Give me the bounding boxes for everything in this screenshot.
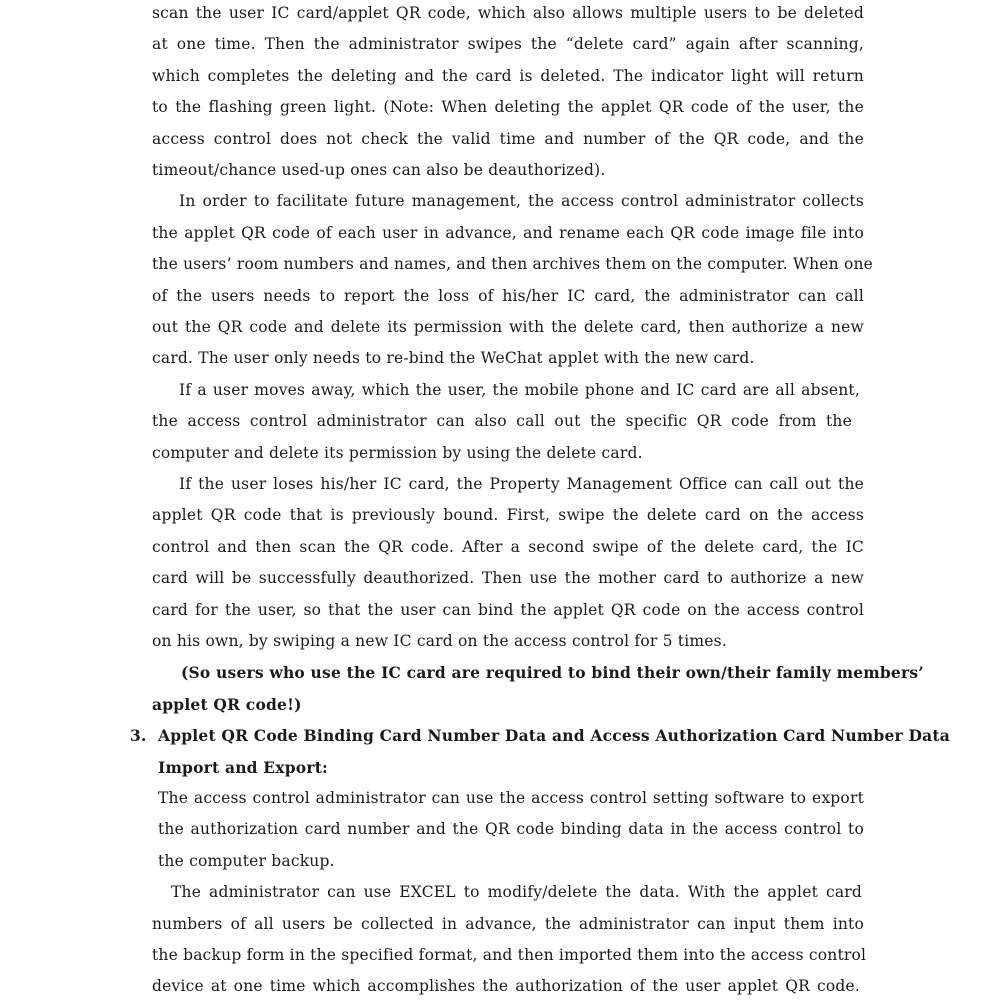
text-line: card will be successfully deauthorized. Then use the mother card to authorize a new bbox=[152, 569, 864, 588]
section-number: 3. bbox=[130, 726, 147, 746]
text-line: the users’ room numbers and names, and then archives them on the computer. When one bbox=[152, 255, 874, 274]
text-line: which completes the deleting and the card is deleted. The indicator light will return bbox=[152, 66, 864, 85]
section-title-line: Applet QR Code Binding Card Number Data and Access Authorization Card Number Data bbox=[158, 726, 950, 746]
text-line: card for the user, so that the user can bind the applet QR code on the access control bbox=[152, 600, 864, 619]
text-line: applet QR code that is previously bound. First, swipe the delete card on the access bbox=[152, 506, 864, 525]
text-line: to the flashing green light. (Note: When deleting the applet QR code of the user, the bbox=[152, 98, 864, 117]
text-line: The access control administrator can use the access control setting software to export bbox=[158, 789, 864, 807]
text-line: the computer backup. bbox=[158, 851, 335, 870]
text-line: access control does not check the valid time and number of the QR code, and the bbox=[152, 129, 864, 148]
text-line: If a user moves away, which the user, the mobile phone and IC card are all absent, bbox=[179, 380, 860, 399]
text-line: the applet QR code of each user in advance, and rename each QR code image file into bbox=[152, 223, 864, 242]
text-line: the backup form in the specified format, and then imported them into the access control bbox=[152, 946, 867, 964]
section-title-line: Import and Export: bbox=[158, 757, 328, 777]
text-line: (So users who use the IC card are required to bind their own/their family members’ bbox=[181, 663, 924, 683]
text-line: on his own, by swiping a new IC card on the access control for 5 times. bbox=[152, 632, 727, 650]
text-line: out the QR code and delete its permission with the delete card, then authorize a new bbox=[152, 318, 864, 336]
text-line: timeout/chance used-up ones can also be deauthorized). bbox=[152, 161, 606, 179]
text-line: device at one time which accomplishes the authorization of the user applet QR code. bbox=[152, 977, 860, 996]
text-line: computer and delete its permission by using the delete card. bbox=[152, 443, 643, 462]
text-line: The administrator can use EXCEL to modify/delete the data. With the applet card bbox=[171, 883, 862, 902]
text-line: control and then scan the QR code. After a second swipe of the delete card, the IC bbox=[152, 537, 864, 556]
text-line: scan the user IC card/applet QR code, which also allows multiple users to be deleted bbox=[152, 4, 864, 22]
text-line: numbers of all users be collected in advance, the administrator can input them into bbox=[152, 914, 864, 933]
text-line: the access control administrator can also call out the specific QR code from the bbox=[152, 412, 852, 431]
text-line: applet QR code!) bbox=[152, 694, 302, 714]
text-line: the authorization card number and the QR code binding data in the access control to bbox=[158, 820, 864, 839]
text-line: If the user loses his/her IC card, the Property Management Office can call out the bbox=[179, 475, 864, 493]
text-line: card. The user only needs to re-bind the WeChat applet with the new card. bbox=[152, 349, 755, 368]
text-line: In order to facilitate future management, the access control administrator collects bbox=[179, 192, 864, 211]
text-line: at one time. Then the administrator swipes the “delete card” again after scanning, bbox=[152, 35, 864, 54]
text-line: of the users needs to report the loss of his/her IC card, the administrator can call bbox=[152, 286, 864, 305]
